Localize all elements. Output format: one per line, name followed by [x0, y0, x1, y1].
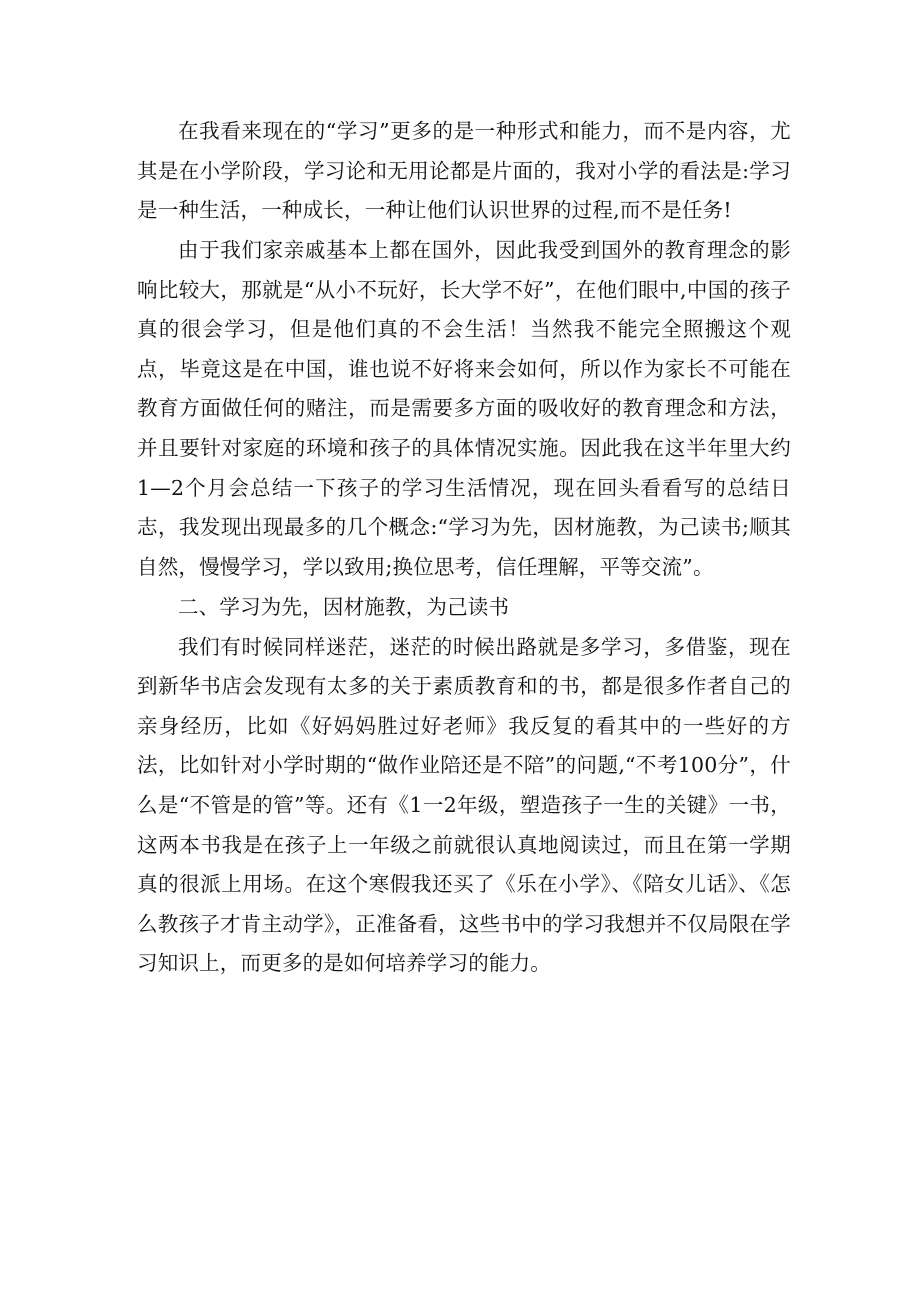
paragraph-education-philosophy: 由于我们家亲戚基本上都在国外，因此我受到国外的教育理念的影响比较大，那就是“从小不玩好，长大学不好”，在他们眼中,中国的孩子真的很会学习，但是他们真的不会生活！当然我不能完全照搬这个观点，毕竟这是在中国，谁也说不好将来会如何，所以作为家长不可能在教育方面做任何的赌注，而是需要多方面的吸收好的教育理念和方法，并且要针对家庭的环境和孩子的具体情况实施。因此我在这半年里大约1—2个月会总结一下孩子的学习生活情况，现在回头看看写的总结日志，我发现出现最多的几个概念:“学习为先，因材施教，为己读书;顺其自然，慢慢学习，学以致用;换位思考，信任理解，平等交流”。	[137, 238, 791, 579]
section-heading: 二、学习为先，因材施教，为己读书	[178, 594, 510, 619]
paragraph-learning-view: 在我看来现在的“学习”更多的是一种形式和能力，而不是内容，尤其是在小学阶段，学习论和无用论都是片面的，我对小学的看法是:学习是一种生活，一种成长，一种让他们认识世界的过程,而不是任务!	[137, 119, 791, 223]
paragraph-books: 我们有时候同样迷茫，迷茫的时候出路就是多学习，多借鉴，现在到新华书店会发现有太多的关于素质教育和的书，都是很多作者自己的亲身经历，比如《好妈妈胜过好老师》我反复的看其中的一些好的方法，比如针对小学时期的“做作业陪还是不陪”的问题,“不考100分”，什么是“不管是的管”等。还有《1一2年级，塑造孩子一生的关键》一书，这两本书我是在孩子上一年级之前就很认真地阅读过，而且在第一学期真的很派上用场。在这个寒假我还买了《乐在小学》、《陪女儿话》、《怎么教孩子才肯主动学》，正准备看，这些书中的学习我想并不仅局限在学习知识上，而更多的是如何培养学习的能力。	[137, 634, 791, 976]
document-body	[137, 112, 791, 984]
